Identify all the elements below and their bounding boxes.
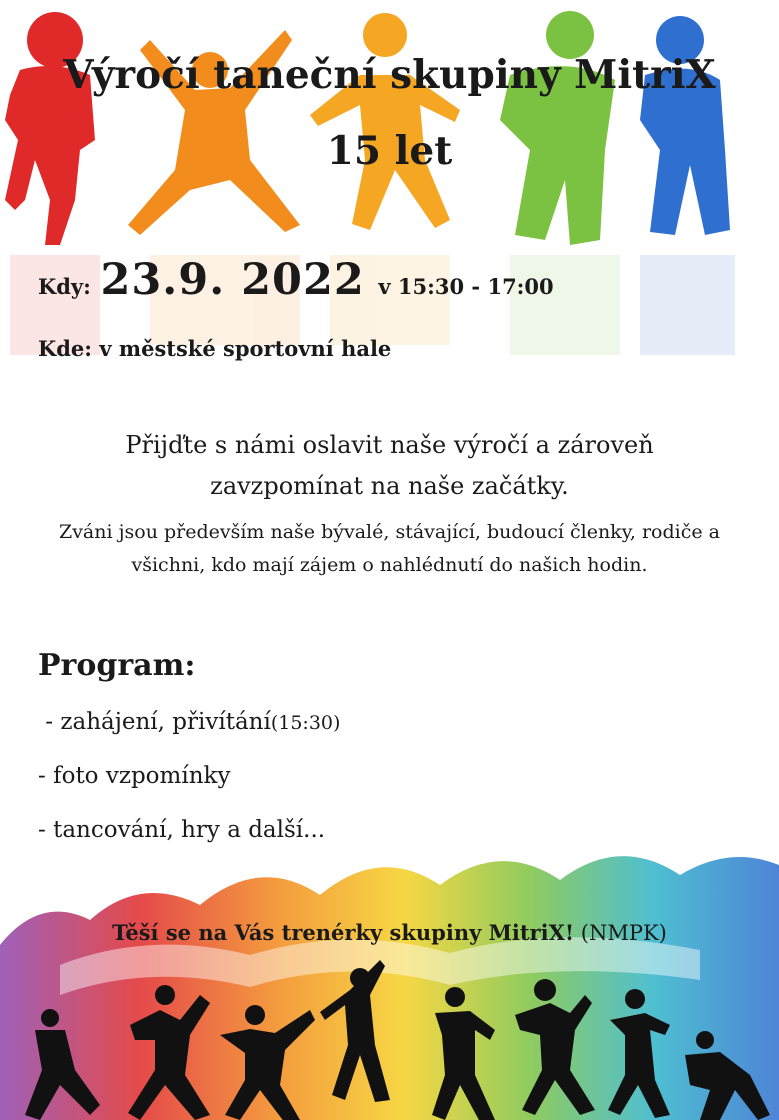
invited-guests-line-1: Zváni jsou především naše bývalé, stávající, budoucí členky, rodiče a bbox=[59, 521, 720, 543]
program-item-time: (15:30) bbox=[270, 712, 341, 734]
event-time: v 15:30 - 17:00 bbox=[378, 274, 554, 299]
event-when bbox=[38, 255, 554, 305]
rainbow-paint-splash bbox=[0, 856, 779, 1120]
program-item bbox=[38, 709, 340, 735]
program-item-text: - zahájení, přivítání bbox=[38, 709, 271, 735]
footer-suffix: (NMPK) bbox=[574, 921, 667, 945]
footer-greeting: Těší se na Vás trenérky skupiny MitriX! bbox=[112, 920, 575, 945]
bottom-rainbow-dancers-artwork bbox=[0, 835, 779, 1120]
invited-guests-line-2: všichni, kdo mají zájem o nahlédnutí do našich hodin. bbox=[131, 554, 648, 576]
event-location: Kde: v městské sportovní hale bbox=[38, 336, 392, 361]
event-title: Výročí taneční skupiny MitriX bbox=[63, 52, 716, 98]
amber-dancer-silhouette bbox=[310, 13, 460, 230]
program-heading: Program: bbox=[38, 648, 196, 683]
event-date: 23.9. 2022 bbox=[100, 255, 365, 305]
event-anniversary-years: 15 let bbox=[326, 128, 453, 174]
invited-guests-text bbox=[0, 516, 779, 582]
footer-signature bbox=[0, 920, 779, 945]
program-item: - tancování, hry a další... bbox=[38, 817, 326, 843]
program-item: - foto vzpomínky bbox=[38, 763, 231, 789]
invitation-line-1: Přijďte s námi oslavit naše výročí a zároveň bbox=[125, 431, 654, 459]
invitation-text bbox=[0, 425, 779, 507]
when-label: Kdy: bbox=[38, 274, 91, 299]
invitation-line-2: zavzpomínat na naše začátky. bbox=[210, 472, 569, 500]
blue-dancer-silhouette bbox=[640, 16, 730, 235]
